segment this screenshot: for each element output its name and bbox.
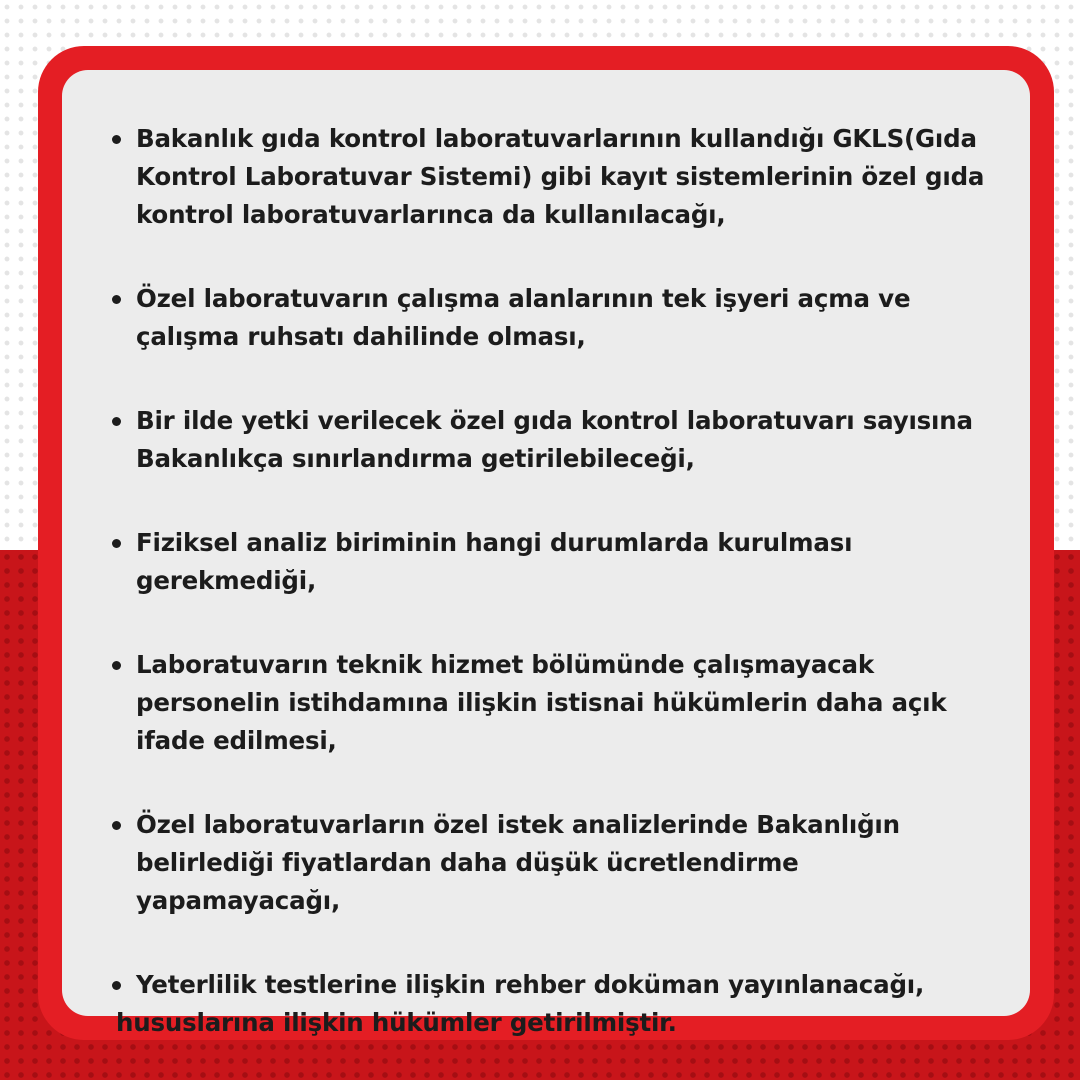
final-item-line-1: Yeterlilik testlerine ilişkin rehber doküman yayınlanacağı,: [136, 970, 925, 999]
list-item: Laboratuvarın teknik hizmet bölümünde çalışmayacak personelin istihdamına ilişkin istisnai hükümlerin daha açık ifade edilmesi,: [112, 646, 1006, 760]
list-item: Özel laboratuvarın çalışma alanlarının tek işyeri açma ve çalışma ruhsatı dahilinde olması,: [112, 280, 1006, 356]
bullet-list: [112, 120, 1006, 1042]
list-item-final: [112, 966, 1006, 1042]
list-item: Bir ilde yetki verilecek özel gıda kontrol laboratuvarı sayısına Bakanlıkça sınırlandırma getirilebileceği,: [112, 402, 1006, 478]
red-frame: [38, 46, 1054, 1040]
content-panel: [62, 70, 1030, 1037]
list-item: Fiziksel analiz biriminin hangi durumlarda kurulması gerekmediği,: [112, 524, 1006, 600]
list-item: Özel laboratuvarların özel istek analizlerinde Bakanlığın belirlediği fiyatlardan daha düşük ücretlendirme yapamayacağı,: [112, 806, 1006, 920]
final-item-line-2: hususlarına ilişkin hükümler getirilmiştir.: [116, 1008, 677, 1037]
list-item: Bakanlık gıda kontrol laboratuvarlarının kullandığı GKLS(Gıda Kontrol Laboratuvar Sistemi) gibi kayıt sistemlerinin özel gıda kontrol laboratuvarlarınca da kullanılacağı,: [112, 120, 1006, 234]
